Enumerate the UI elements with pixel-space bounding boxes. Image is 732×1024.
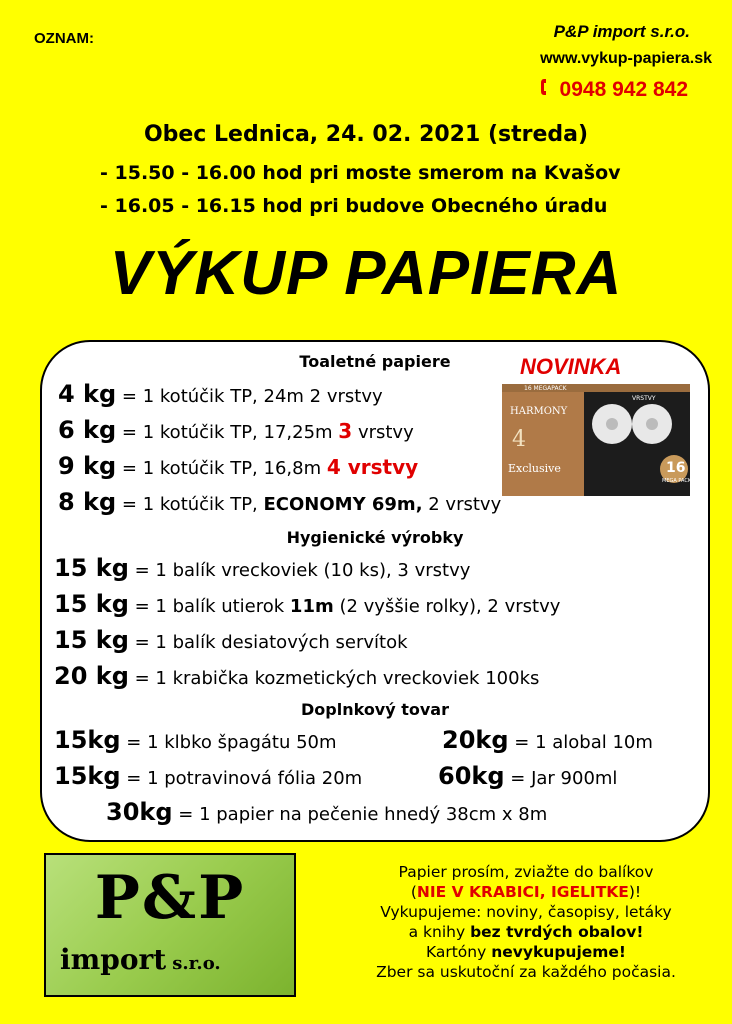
section-extra-title: Doplnkový tovar [301,700,449,719]
offer-row [58,416,414,444]
offer-row [54,554,470,582]
phone-text: 0948 942 842 [559,78,688,101]
offer-text: = 1 kotúčik TP, [116,494,264,515]
offer-text: = 1 alobal 10m [508,732,653,753]
offer-row [58,452,418,480]
offer-text: = 1 kotúčik TP, 17,25m [116,422,339,443]
section-toilet-title: Toaletné papiere [299,352,451,371]
offer-text: = 1 balík utierok [128,596,290,617]
offer-weight: 20kg [442,726,509,754]
note-part: ( [410,883,417,901]
offer-weight: 6 kg [58,416,117,444]
logo-import-word: import [60,943,167,976]
product-image [502,384,690,496]
product-line-text: Exclusive [508,462,561,475]
offer-weight: 8 kg [58,488,117,516]
product-count-text: 16 [666,460,686,476]
offer-tail: (2 vyššie rolky), 2 vrstvy [333,596,561,617]
offer-text: = 1 balík vreckoviek (10 ks), 3 vrstvy [128,560,471,581]
offer-row [106,798,547,826]
offer-weight: 15 kg [54,590,129,618]
offer-tail: 2 vrstvy [422,494,502,515]
offer-row [54,662,539,690]
website-link[interactable]: www.vykup-papiera.sk [540,50,712,67]
offer-weight: 15 kg [54,626,129,654]
company-logo [44,853,296,997]
logo-main-text: P&P [94,863,246,933]
phone-number[interactable] [540,78,688,102]
offer-box [40,340,710,842]
product-brand-text: HARMONY [510,406,568,417]
offer-row [442,726,653,754]
event-time-2: - 16.05 - 16.15 hod pri budove Obecného úradu [100,195,608,217]
offer-weight: 15kg [54,762,121,790]
offer-row [54,590,560,618]
offer-tail: vrstvy [352,422,414,443]
company-name: P&P import s.r.o. [553,22,690,41]
logo-suffix: s.r.o. [172,953,221,974]
offer-row [58,380,383,408]
offer-text: = 1 kotúčik TP, 24m 2 vrstvy [116,386,383,407]
offer-bold: 11m [289,596,334,617]
offer-weight: 60kg [438,762,505,790]
note-line: Zber sa uskutoční za každého počasia. [376,963,676,981]
note-line [320,922,732,942]
logo-sub-text [60,943,221,976]
offer-highlight: 3 [338,419,353,443]
offer-weight: 15kg [54,726,121,754]
offer-text: = 1 krabička kozmetických vreckoviek 100ks [128,668,540,689]
product-pack-text: MEGA PACK [662,478,690,484]
offer-weight: 4 kg [58,380,117,408]
note-highlight: NIE V KRABICI, IGELITKE [416,883,629,901]
offer-weight: 30kg [106,798,173,826]
note-part: a knihy [408,923,471,941]
offer-row [58,488,501,516]
new-badge: NOVINKA [520,354,622,379]
product-top-text: 16 MEGAPACK [524,385,567,392]
note-part: )! [628,883,642,901]
offer-weight: 15 kg [54,554,129,582]
note-part: Kartóny [425,943,492,961]
note-line: Papier prosím, zviažte do balíkov [398,863,654,881]
note-bold: bez tvrdých obalov! [470,923,644,941]
notes-block [320,862,732,982]
product-layers-text: VRSTVY [632,395,656,402]
offer-text: = 1 kotúčik TP, 16,8m [116,458,327,479]
offer-bold: ECONOMY 69m, [263,494,423,515]
offer-row [438,762,617,790]
offer-row [54,726,337,754]
product-ply-text: 4 [512,427,526,452]
event-title: Obec Lednica, 24. 02. 2021 (streda) [143,122,589,147]
offer-row [54,626,408,654]
offer-row [54,762,362,790]
phone-icon [540,78,554,102]
offer-text: = 1 potravinová fólia 20m [120,768,363,789]
offer-text: = 1 klbko špagátu 50m [120,732,337,753]
offer-text: = 1 balík desiatových servítok [128,632,408,653]
offer-weight: 9 kg [58,452,117,480]
offer-text: = Jar 900ml [504,768,618,789]
offer-text: = 1 papier na pečenie hnedý 38cm x 8m [172,804,548,825]
event-time-1: - 15.50 - 16.00 hod pri moste smerom na Kvašov [100,162,621,184]
note-line [320,942,732,962]
offer-highlight: 4 vrstvy [326,455,419,479]
section-hygiene-title: Hygienické výrobky [286,528,464,547]
note-bold: nevykupujeme! [491,943,627,961]
note-line [320,882,732,902]
notice-label: OZNAM: [34,30,94,47]
headline: VÝKUP PAPIERA [109,239,623,308]
note-line: Vykupujeme: noviny, časopisy, letáky [380,903,672,921]
offer-weight: 20 kg [54,662,129,690]
